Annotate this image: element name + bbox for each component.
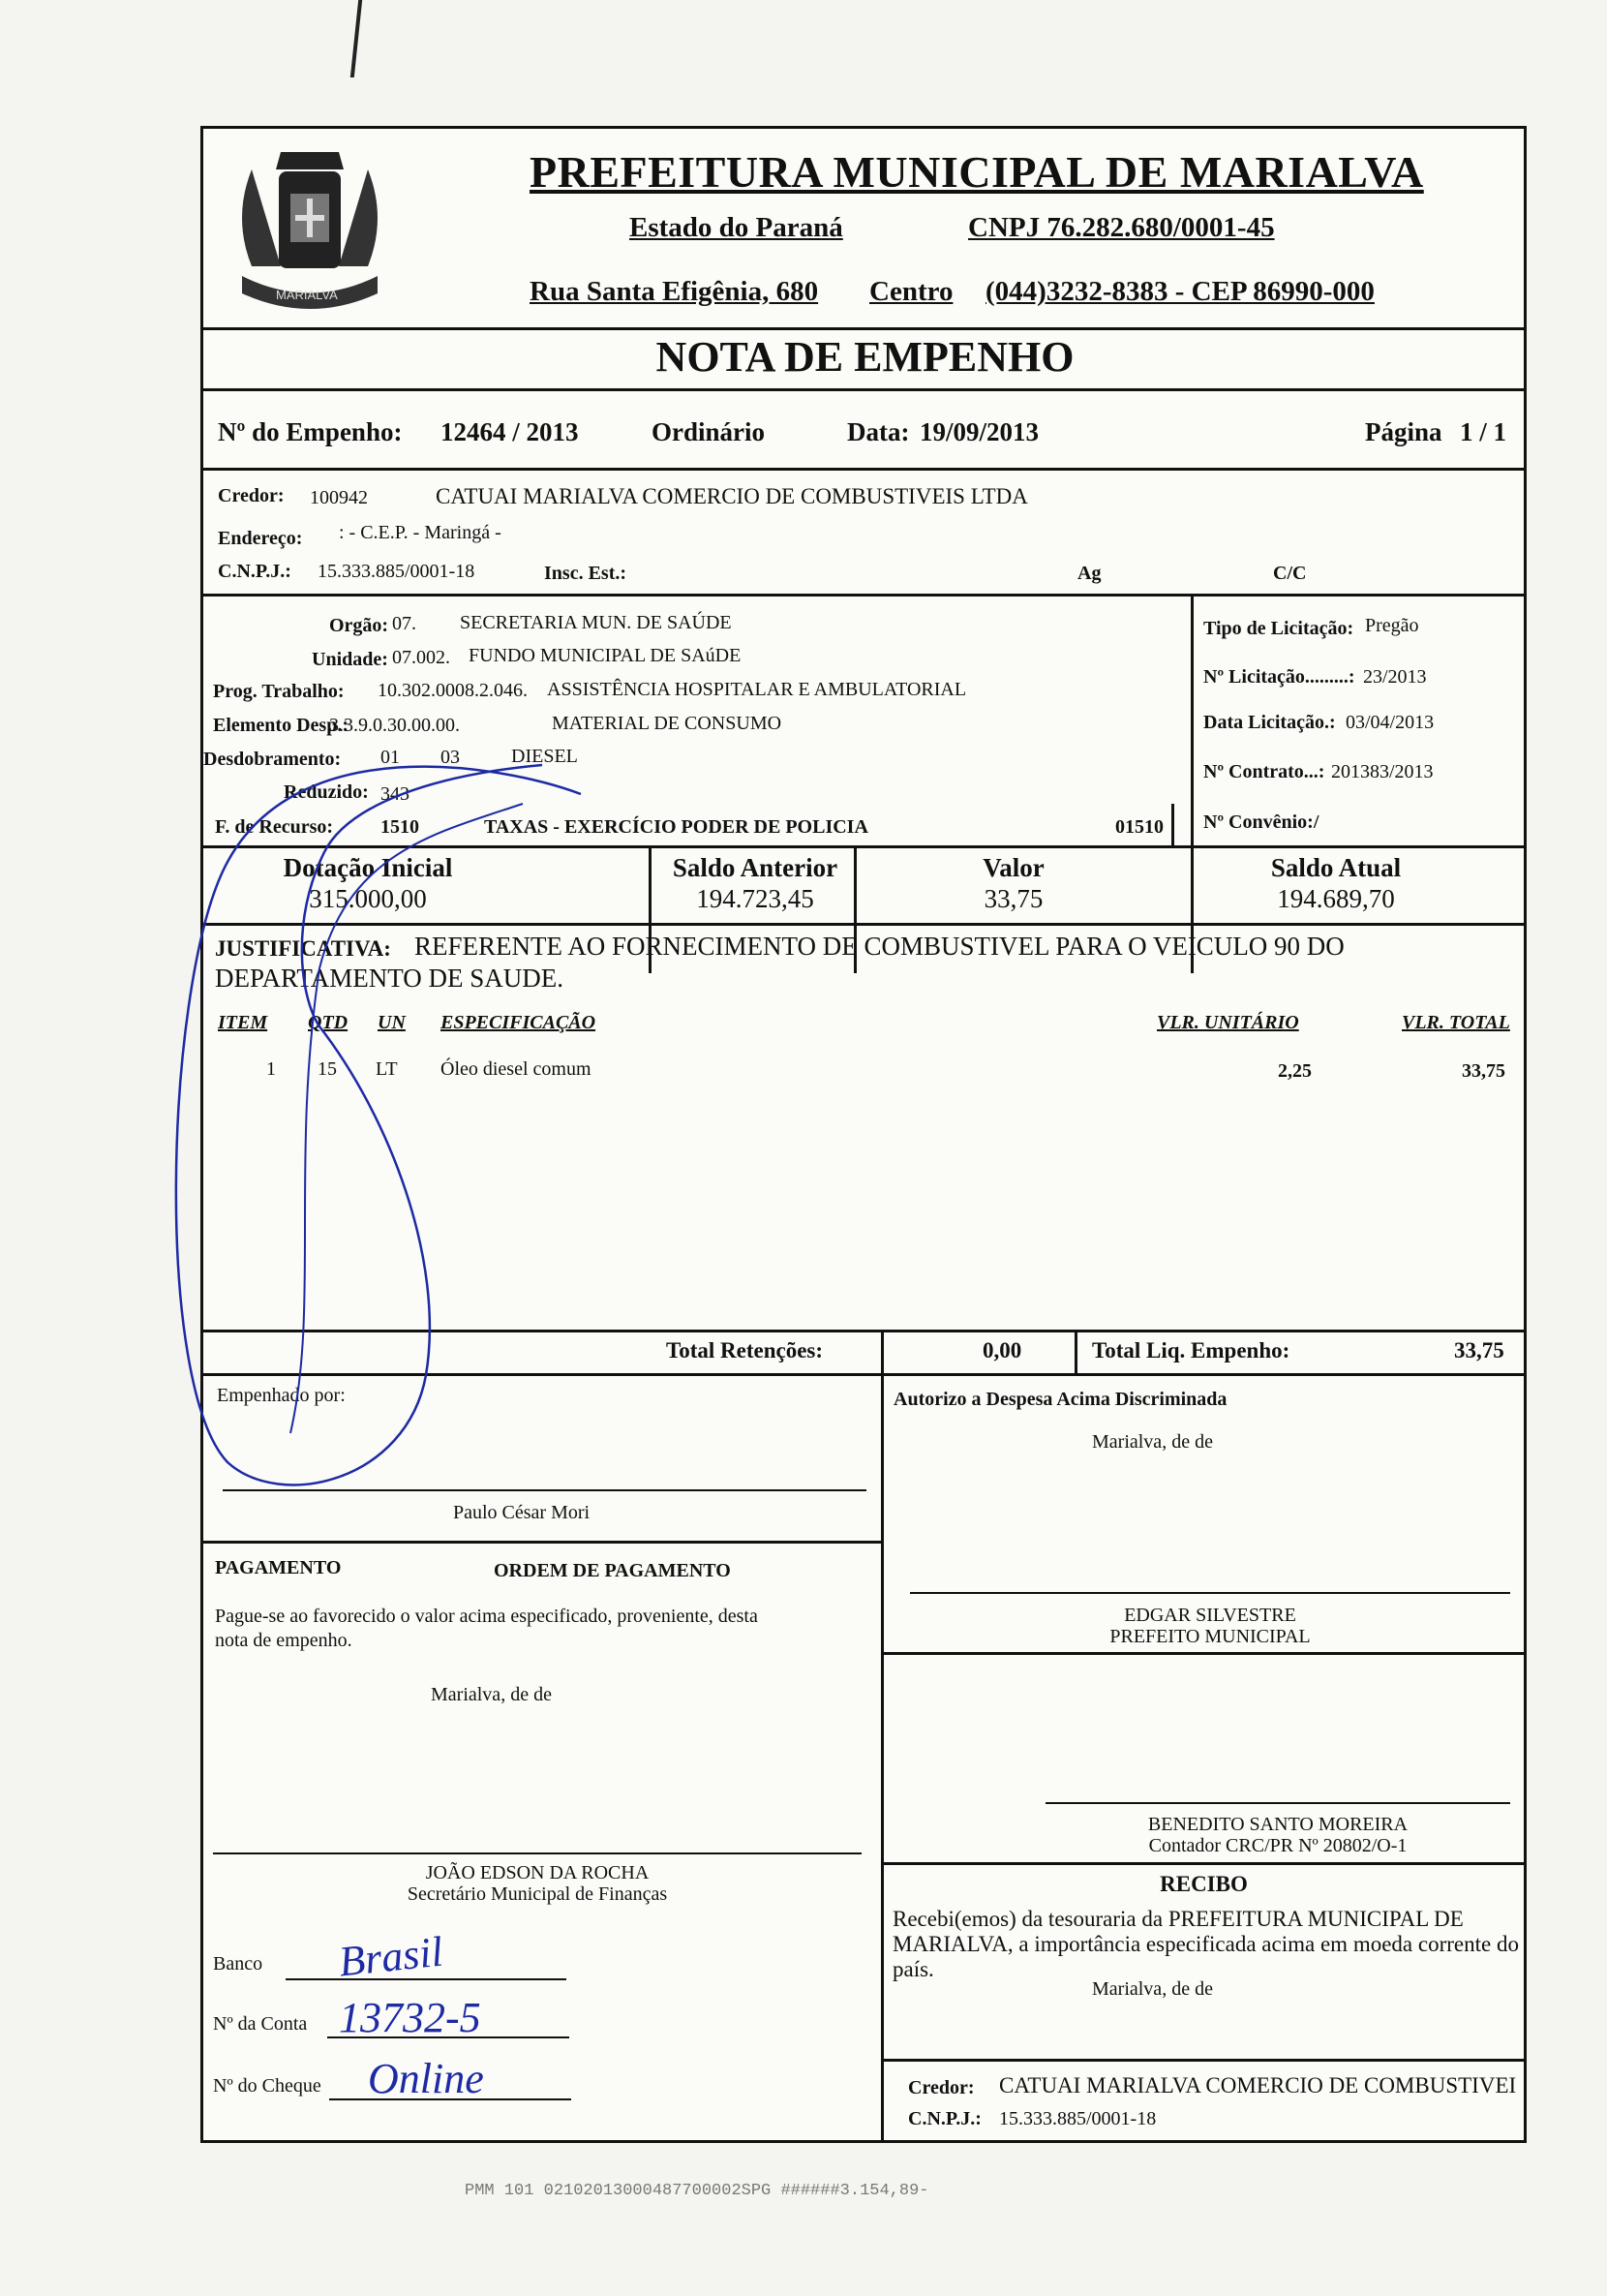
street-address: Rua Santa Efigênia, 680 — [530, 276, 819, 307]
prog-name: ASSISTÊNCIA HOSPITALAR E AMBULATORIAL — [547, 679, 967, 700]
state-name: Estado do Paraná — [629, 212, 843, 243]
col-item: ITEM — [218, 1012, 268, 1033]
recurso-label: F. de Recurso: — [215, 816, 334, 838]
secretario-role: Secretário Municipal de Finanças — [407, 1883, 668, 1905]
pagamento-label: PAGAMENTO — [215, 1557, 342, 1578]
justificativa-line1: REFERENTE AO FORNECIMENTO DE COMBUSTIVEL PARA O VEICULO 90 DO — [414, 932, 1345, 961]
row-total-value: 33,75 — [1462, 1060, 1505, 1082]
banco-label: Banco — [213, 1953, 263, 1975]
handwritten-cheque: Online — [368, 2055, 484, 2102]
col-total-value: VLR. TOTAL — [1402, 1012, 1510, 1033]
credor-cnpj: 15.333.885/0001-18 — [318, 561, 475, 582]
page-label: Página — [1365, 417, 1442, 446]
contador-role: Contador CRC/PR Nº 20802/O-1 — [1148, 1835, 1408, 1856]
saldo-anterior-label: Saldo Anterior — [672, 853, 838, 882]
footer-code: PMM 101 02102013000487700002SPG ######3.154,89- — [465, 2182, 929, 2200]
licitacao-number: 23/2013 — [1363, 666, 1427, 688]
cnpj-label: C.N.P.J.: — [218, 561, 291, 582]
phone-cep: (044)3232-8383 - CEP 86990-000 — [985, 276, 1375, 307]
justificativa-line2: DEPARTAMENTO DE SAUDE. — [215, 964, 563, 993]
valor-label: Valor — [983, 853, 1045, 882]
saldo-atual-label: Saldo Atual — [1270, 853, 1402, 882]
contrato-label: Nº Contrato...: — [1203, 761, 1325, 782]
liq-empenho-label: Total Liq. Empenho: — [1092, 1338, 1290, 1362]
credor-name: CATUAI MARIALVA COMERCIO DE COMBUSTIVEIS LTDA — [436, 484, 1028, 508]
pague-line1: Pague-se ao favorecido o valor acima especificado, proveniente, desta — [215, 1606, 758, 1627]
row-qtd: 15 — [318, 1058, 337, 1080]
ordem-pagamento-label: ORDEM DE PAGAMENTO — [494, 1560, 731, 1581]
credor-label: Credor: — [218, 485, 285, 506]
justificativa-label: JUSTIFICATIVA: — [215, 936, 391, 961]
reduzido-value: 343 — [380, 783, 409, 805]
autorizo-label: Autorizo a Despesa Acima Discriminada — [894, 1389, 1228, 1410]
licitacao-date-label: Data Licitação.: — [1203, 712, 1336, 733]
unidade-label: Unidade: — [312, 649, 388, 670]
municipality-cnpj: CNPJ 76.282.680/0001-45 — [968, 212, 1275, 243]
prog-label: Prog. Trabalho: — [213, 681, 345, 702]
recibo-cnpj-label: C.N.P.J.: — [908, 2108, 982, 2129]
recurso-value: 1510 — [380, 816, 419, 838]
row-especificacao: Óleo diesel comum — [440, 1058, 591, 1080]
licitacao-type: Pregão — [1365, 615, 1419, 636]
col-especificacao: ESPECIFICAÇÃO — [440, 1012, 596, 1033]
empenho-date: 19/09/2013 — [920, 417, 1040, 446]
empenho-date-label: Data: — [847, 417, 910, 446]
convenio-label: Nº Convênio:/ — [1203, 811, 1319, 833]
credor-address: : - C.E.P. - Maringá - — [339, 522, 501, 543]
cheque-label: Nº do Cheque — [213, 2075, 321, 2097]
agency-label: Ag — [1077, 563, 1102, 584]
licitacao-type-label: Tipo de Licitação: — [1203, 618, 1354, 639]
empenho-type: Ordinário — [652, 417, 766, 446]
orgao-name: SECRETARIA MUN. DE SAÚDE — [460, 612, 732, 633]
elemento-name: MATERIAL DE CONSUMO — [552, 713, 782, 734]
crest-text: MARIALVA — [276, 288, 338, 302]
dotacao-inicial-value: 315.000,00 — [309, 884, 427, 913]
secretario-name: JOÃO EDSON DA ROCHA — [425, 1862, 650, 1883]
unidade-name: FUNDO MUNICIPAL DE SAúDE — [469, 645, 742, 666]
recibo-line3: país. — [893, 1957, 934, 1981]
pagamento-city-date: Marialva, de de — [431, 1684, 552, 1705]
recibo-line2: MARIALVA, a importância especificada acima em moeda corrente do — [893, 1932, 1519, 1956]
handwritten-banco: Brasil — [336, 1927, 445, 1986]
desdobramento-b: 03 — [440, 747, 460, 768]
prefeito-role: PREFEITO MUNICIPAL — [1109, 1626, 1311, 1647]
address-label: Endereço: — [218, 528, 303, 549]
orgao-code: 07. — [392, 613, 416, 634]
recibo-credor-label: Credor: — [908, 2077, 975, 2098]
col-qtd: QTD — [308, 1012, 349, 1033]
orgao-label: Orgão: — [329, 615, 389, 636]
pague-line2: nota de empenho. — [215, 1630, 352, 1651]
empenhado-label: Empenhado por: — [217, 1385, 346, 1406]
document-title: NOTA DE EMPENHO — [655, 333, 1075, 381]
insc-label: Insc. Est.: — [544, 563, 627, 584]
saldo-atual-value: 194.689,70 — [1277, 884, 1395, 913]
row-item: 1 — [266, 1058, 276, 1080]
credor-code: 100942 — [310, 487, 368, 508]
recibo-cnpj: 15.333.885/0001-18 — [999, 2108, 1157, 2129]
handwritten-conta: 13732-5 — [339, 1994, 481, 2041]
liq-empenho-value: 33,75 — [1454, 1338, 1504, 1362]
recibo-title: RECIBO — [1160, 1872, 1248, 1896]
contrato-number: 201383/2013 — [1331, 761, 1434, 782]
empenho-number-label: Nº do Empenho: — [218, 417, 403, 446]
municipal-crest-icon — [223, 140, 397, 324]
reduzido-label: Reduzido: — [284, 781, 369, 803]
retencoes-value: 0,00 — [983, 1338, 1022, 1362]
dotacao-inicial-label: Dotação Inicial — [283, 853, 453, 882]
recurso-code: 01510 — [1115, 816, 1164, 838]
retencoes-label: Total Retenções: — [666, 1338, 824, 1362]
elemento-label: Elemento Desp.: — [213, 715, 349, 736]
recibo-line1: Recebi(emos) da tesouraria da PREFEITURA MUNICIPAL DE — [893, 1907, 1464, 1931]
desdobramento-name: DIESEL — [511, 746, 578, 767]
empenho-number: 12464 / 2013 — [440, 417, 579, 446]
col-unit-value: VLR. UNITÁRIO — [1157, 1012, 1299, 1033]
account-label: C/C — [1273, 563, 1307, 584]
empenhado-name: Paulo César Mori — [453, 1502, 591, 1523]
prog-code: 10.302.0008.2.046. — [378, 680, 528, 701]
valor-value: 33,75 — [984, 884, 1044, 913]
recibo-credor-name: CATUAI MARIALVA COMERCIO DE COMBUSTIVEI — [999, 2073, 1517, 2097]
unidade-code: 07.002. — [392, 647, 450, 668]
autorizo-city-date: Marialva, de de — [1092, 1431, 1213, 1453]
page-mark — [350, 0, 362, 77]
conta-label: Nº da Conta — [213, 2013, 308, 2035]
licitacao-number-label: Nº Licitação.........: — [1203, 666, 1355, 688]
saldo-anterior-value: 194.723,45 — [696, 884, 814, 913]
prefeito-name: EDGAR SILVESTRE — [1124, 1605, 1296, 1626]
col-un: UN — [378, 1012, 406, 1033]
elemento-code: 3.3.9.0.30.00.00. — [329, 715, 460, 736]
municipality-title: PREFEITURA MUNICIPAL DE MARIALVA — [530, 147, 1424, 197]
desdobramento-a: 01 — [380, 747, 400, 768]
recurso-name: TAXAS - EXERCÍCIO PODER DE POLICIA — [484, 816, 868, 838]
row-un: LT — [376, 1058, 398, 1080]
district: Centro — [869, 276, 954, 307]
desdobramento-label: Desdobramento: — [203, 749, 342, 770]
row-unit-value: 2,25 — [1278, 1060, 1312, 1082]
contador-name: BENEDITO SANTO MOREIRA — [1147, 1814, 1409, 1835]
page-number: 1 / 1 — [1460, 417, 1507, 446]
licitacao-date: 03/04/2013 — [1346, 712, 1435, 733]
nota-de-empenho — [200, 126, 1527, 2143]
recibo-city-date: Marialva, de de — [1092, 1978, 1213, 2000]
